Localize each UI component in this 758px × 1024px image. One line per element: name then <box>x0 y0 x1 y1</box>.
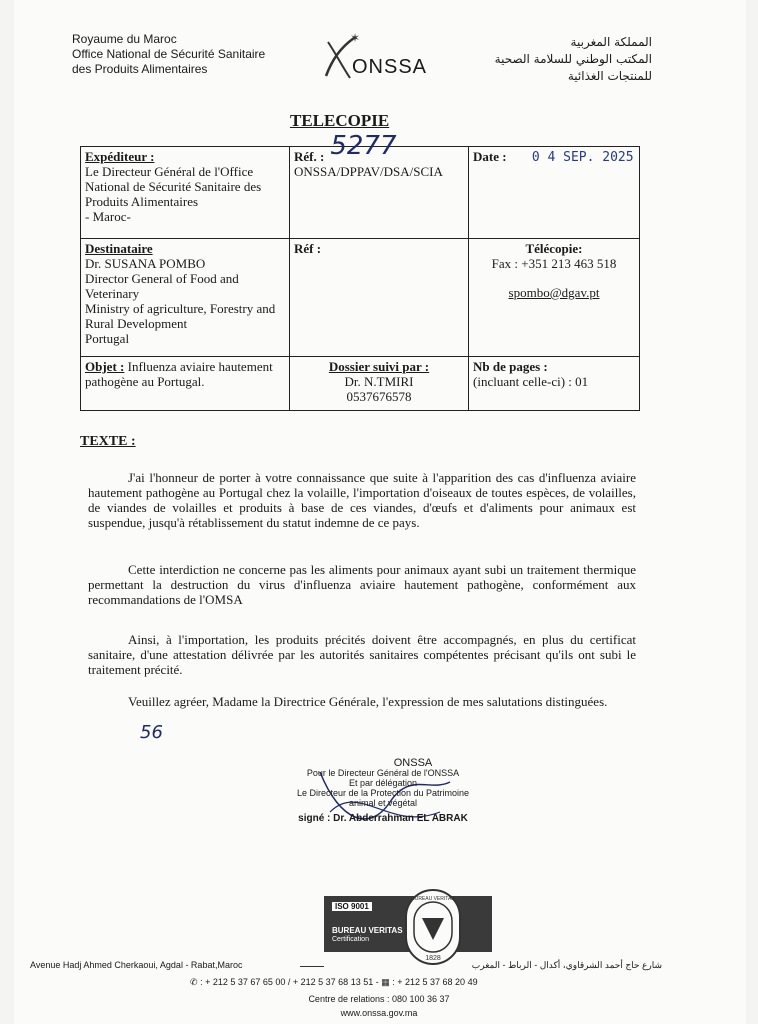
phone-icon: ✆ <box>190 977 198 987</box>
dossier-phone: 0537676578 <box>346 389 412 404</box>
fax-meta-table <box>80 131 640 411</box>
dossier-cell <box>290 357 469 411</box>
pages-label: Nb de pages : <box>473 359 548 374</box>
destinataire-line: Dr. SUSANA POMBO <box>85 256 206 271</box>
signature-block <box>268 758 498 824</box>
ref-label: Réf. : <box>294 149 325 164</box>
destinataire-line: Director General of Food and Veterinary <box>85 271 239 301</box>
header-right-arabic <box>495 34 652 85</box>
destinataire-label: Destinataire <box>85 241 153 256</box>
seal-text: BUREAU VERITAS <box>411 896 455 902</box>
destinataire-line: Ministry of agriculture, Forestry and Rural Development <box>85 301 276 331</box>
certification-label: Certification <box>332 936 369 943</box>
fax-icon: ▦ <box>381 977 390 987</box>
email-link[interactable]: spombo@dgav.pt <box>508 285 600 300</box>
objet-label: Objet : <box>85 359 125 374</box>
dossier-label: Dossier suivi par : <box>328 359 430 374</box>
footer-address: Avenue Hadj Ahmed Cherkaoui, Agdal - Rabat,Maroc <box>30 960 243 970</box>
objet-text: Influenza aviaire hautement pathogène au Portugal. <box>85 359 273 389</box>
ref2-label: Réf : <box>294 241 322 256</box>
logo-text: ONSSA <box>352 56 428 78</box>
destinataire-line: Portugal <box>85 331 130 346</box>
footer-fax: : + 212 5 37 68 20 49 <box>392 977 478 987</box>
seal-year: 1828 <box>425 955 441 962</box>
expediteur-country: - Maroc- <box>85 209 131 224</box>
handwritten-initials: 56 <box>140 722 163 743</box>
header-right-line: للمنتجات الغذائية <box>567 69 652 83</box>
pages-cell <box>469 357 640 411</box>
ref-value: ONSSA/DPPAV/DSA/SCIA <box>294 164 443 179</box>
header-left-line: Office National de Sécurité Sanitaire <box>72 47 266 61</box>
bureau-veritas-label: BUREAU VERITAS <box>332 926 403 935</box>
paragraph-3: Ainsi, à l'importation, les produits précités doivent être accompagnés, en plus du certificat sanitaire, d'une attestation délivrée par les autorités sanitaires compétentes précisant qu'ils ont subi le traitement précité. <box>88 632 636 677</box>
signature-line: animal et végétal <box>348 798 418 808</box>
date-label: Date : <box>473 149 507 164</box>
expediteur-cell <box>81 147 290 239</box>
texte-label: TEXTE : <box>80 434 136 449</box>
date-cell <box>469 147 640 239</box>
signature-line: Et par délégation <box>348 778 418 788</box>
paragraph-2: Cette interdiction ne concerne pas les aliments pour animaux ayant subi un traitement thermique permettant la destruction du virus d'influenza aviaire hautement pathogène, conformément aux recommandations de l'OMSA <box>88 562 636 607</box>
bureau-veritas-seal-icon <box>404 888 462 966</box>
footer-website[interactable]: www.onssa.gov.ma <box>340 1008 418 1018</box>
telecopie-cell <box>469 239 640 357</box>
header-left <box>72 32 265 77</box>
date-stamp: 0 4 SEP. 2025 <box>531 150 634 165</box>
svg-text:✶: ✶ <box>350 31 360 45</box>
paragraph-4: Veuillez agréer, Madame la Directrice Générale, l'expression de mes salutations distinguées. <box>128 694 608 709</box>
footer-centre: Centre de relations : 080 100 36 37 <box>308 994 450 1004</box>
footer-phones-row <box>190 977 690 988</box>
header-right-line: المملكة المغربية <box>570 35 652 49</box>
expediteur-text: Le Directeur Général de l'Office National de Sécurité Sanitaire des Produits Alimentaires <box>85 164 262 209</box>
footer-address-arabic: شارع حاج أحمد الشرقاوي، أكدال - الرباط - المغرب <box>471 960 662 970</box>
ref-handwritten-number: 5277 <box>330 131 397 161</box>
header-left-line: Royaume du Maroc <box>72 32 177 46</box>
header-right-line: المكتب الوطني للسلامة الصحية <box>494 52 652 66</box>
document-title: TELECOPIE <box>290 111 390 130</box>
signature-logo-text: ONSSA <box>393 757 433 769</box>
signed-by: signé : Dr. Abderrahman EL ABRAK <box>298 813 468 824</box>
objet-cell <box>81 357 290 411</box>
fax-number: Fax : +351 213 463 518 <box>491 256 617 271</box>
pages-value: (incluant celle-ci) : 01 <box>473 374 589 389</box>
footer-phones: : + 212 5 37 67 65 00 / + 212 5 37 68 13 51 - <box>200 977 382 987</box>
telecopie-label: Télécopie: <box>525 241 583 256</box>
signature-line: Pour le Directeur Général de l'ONSSA <box>306 768 460 778</box>
signature-line: Le Directeur de la Protection du Patrimoine <box>296 788 470 798</box>
ref2-cell <box>290 239 469 357</box>
iso-label: ISO 9001 <box>332 902 372 911</box>
header-left-line: des Produits Alimentaires <box>72 62 208 76</box>
expediteur-label: Expéditeur : <box>85 149 155 164</box>
paragraph-1: J'ai l'honneur de porter à votre connaissance que suite à l'apparition des cas d'influenza aviaire hautement pathogène au Portugal chez la volaille, l'importation d'oiseaux de toutes espèces, de volailles, de viandes de volailles et produits à base de ces viandes, d'œufs et d'aliments pour animaux est suspendue, jusqu'à rétablissement du statut indemne de ce pays. <box>88 470 636 530</box>
dossier-name: Dr. N.TMIRI <box>344 374 414 389</box>
destinataire-cell <box>81 239 290 357</box>
ref-cell <box>290 131 469 239</box>
